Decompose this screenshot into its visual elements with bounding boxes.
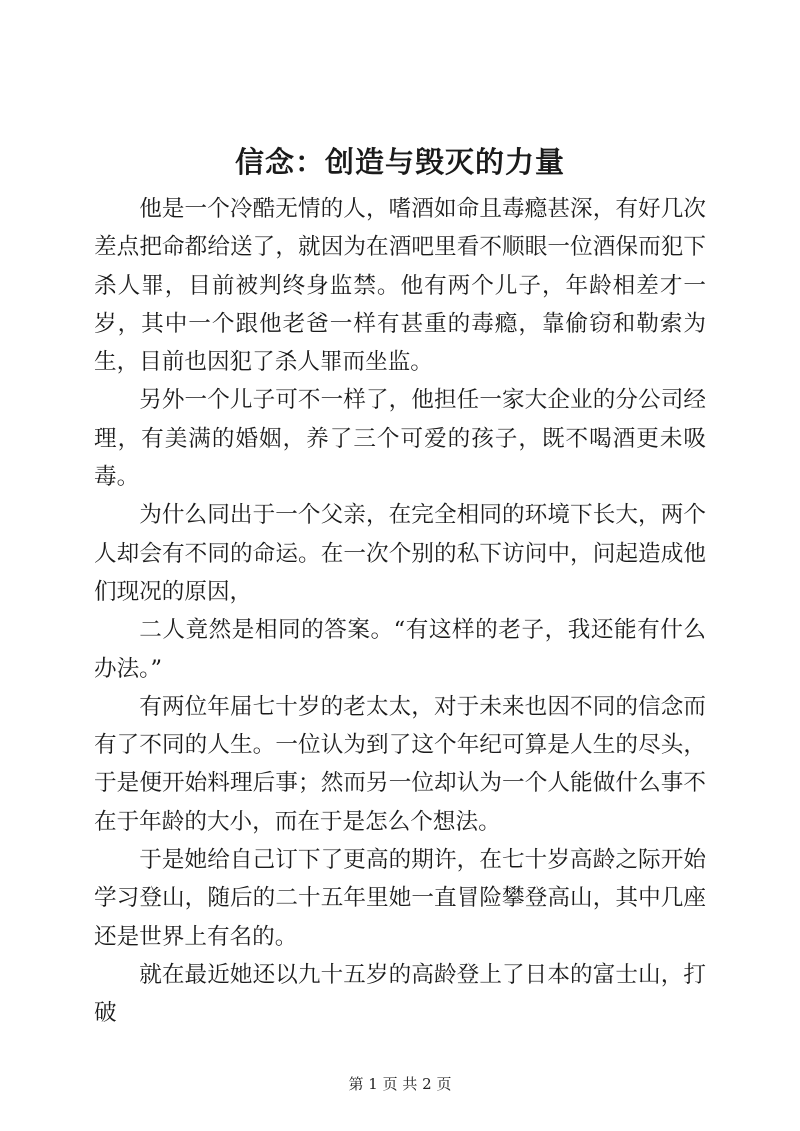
document-title: 信念：创造与毁灭的力量 xyxy=(234,145,565,179)
paragraph: 为什么同出于一个父亲，在完全相同的环境下长大，两个人却会有不同的命运。在一次个别的私下访问中，问起造成他们现况的原因， xyxy=(94,502,706,605)
page-number-label: 第 1 页 共 2 页 xyxy=(348,1075,452,1093)
page-footer xyxy=(0,1074,800,1094)
paragraph: 有两位年届七十岁的老太太，对于未来也因不同的信念而有了不同的人生。一位认为到了这个年纪可算是人生的尽头，于是便开始料理后事；然而另一位却认为一个人能做什么事不在于年龄的大小，而在于是怎么个想法。 xyxy=(94,693,706,835)
paragraph: 二人竟然是相同的答案。“有这样的老子，我还能有什么办法。” xyxy=(94,617,706,682)
paragraph: 另外一个儿子可不一样了，他担任一家大企业的分公司经理，有美满的婚姻，养了三个可爱的孩子，既不喝酒更未吸毒。 xyxy=(94,387,706,491)
paragraph: 就在最近她还以九十五岁的高龄登上了日本的富士山，打破 xyxy=(94,961,706,1027)
document-body xyxy=(94,190,706,1033)
paragraph: 他是一个冷酷无情的人，嗜酒如命且毒瘾甚深，有好几次差点把命都给送了，就因为在酒吧里看不顺眼一位酒保而犯下杀人罪，目前被判终身监禁。他有两个儿子，年龄相差才一岁，其中一个跟他老爸一样有甚重的毒瘾，靠偷窃和勒索为生，目前也因犯了杀人罪而坐监。 xyxy=(94,196,706,376)
paragraph: 于是她给自己订下了更高的期许，在七十岁高龄之际开始学习登山，随后的二十五年里她一直冒险攀登高山，其中几座还是世界上有名的。 xyxy=(94,847,706,950)
